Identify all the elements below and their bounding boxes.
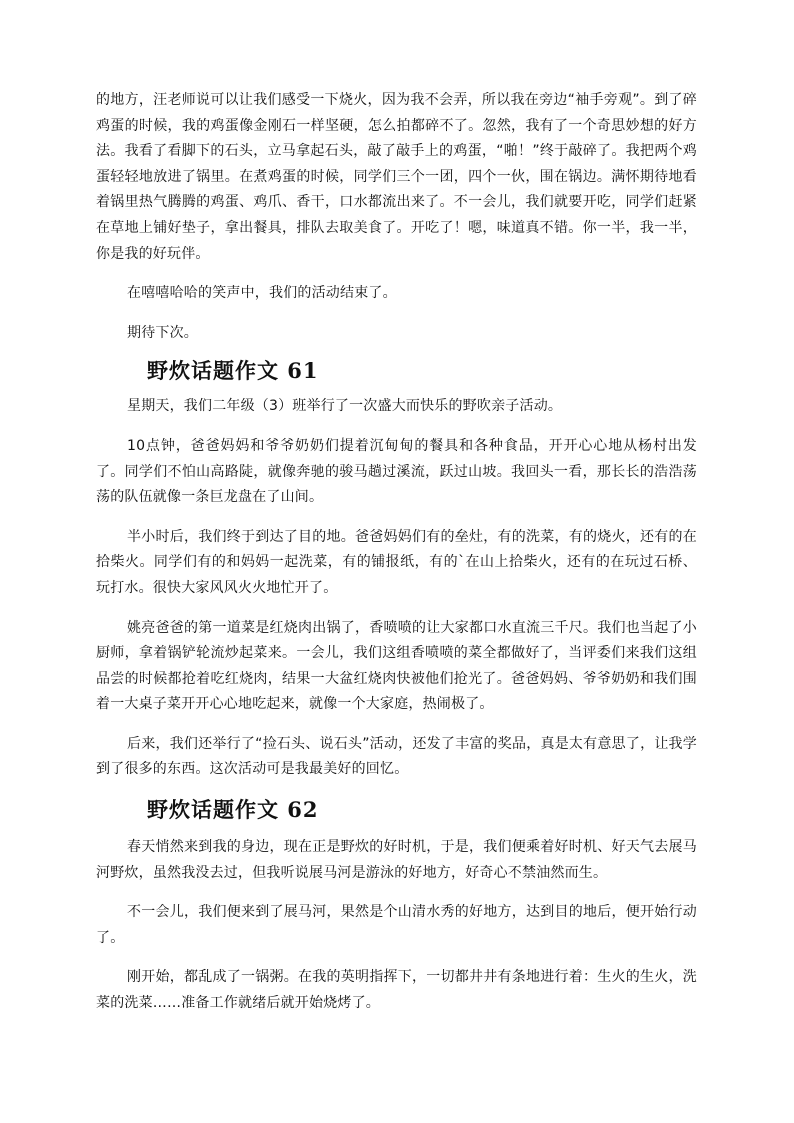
paragraph-61-3: 半小时后，我们终于到达了目的地。爸爸妈妈们有的垒灶，有的洗菜，有的烧火，还有的在拾柴火。同学们有的和妈妈一起洗菜，有的铺报纸，有的`在山上拾柴火，还有的在玩过石桥、玩打水。很快大家风风火火地忙开了。 <box>96 528 697 596</box>
paragraph-61-1: 星期天，我们二年级（3）班举行了一次盛大而快乐的野吹亲子活动。 <box>127 398 563 415</box>
paragraph-62-1: 春天悄然来到我的身边，现在正是野炊的好时机，于是，我们便乘着好时机、好天气去展马河野炊，虽然我没去过，但我听说展马河是游泳的好地方，好奇心不禁油然而生。 <box>96 839 697 881</box>
section-title-61: 野炊话题作文 61 <box>147 358 319 384</box>
paragraph-intro-continuation: 的地方，汪老师说可以让我们感受一下烧火，因为我不会弄，所以我在旁边“袖手旁观”。到了碎鸡蛋的时候，我的鸡蛋像金刚石一样坚硬，怎么拍都碎不了。忽然，我有了一个奇思妙想的好方法。我看了看脚下的石头，立马拿起石头，敲了敲手上的鸡蛋，“啪！”终于敲碎了。我把两个鸡蛋轻轻地放进了锅里。在煮鸡蛋的时候，同学们三个一团，四个一伙，围在锅边。满怀期待地看着锅里热气腾腾的鸡蛋、鸡爪、香干，口水都流出来了。不一会儿，我们就要开吃，同学们赶紧在草地上铺好垫子，拿出餐具，排队去取美食了。开吃了！嗯，味道真不错。你一半，我一半，你是我的好玩伴。 <box>96 92 697 262</box>
paragraph-61-2: 10点钟，爸爸妈妈和爷爷奶奶们提着沉甸甸的餐具和各种食品，开开心心地从杨村出发了。同学们不怕山高路陡，就像奔驰的骏马趟过溪流，跃过山坡。我回头一看，那长长的浩浩荡荡的队伍就像一条巨龙盘在了山间。 <box>96 437 697 506</box>
section-title-62: 野炊话题作文 62 <box>147 797 319 823</box>
paragraph-62-2: 不一会儿，我们便来到了展马河，果然是个山清水秀的好地方，达到目的地后，便开始行动了。 <box>96 904 697 946</box>
paragraph-look-forward: 期待下次。 <box>127 324 198 341</box>
paragraph-activity-ended: 在嘻嘻哈哈的笑声中，我们的活动结束了。 <box>127 285 397 302</box>
paragraph-61-4: 姚亮爸爸的第一道菜是红烧肉出锅了，香喷喷的让大家都口水直流三千尺。我们也当起了小厨师，拿着锅铲轮流炒起菜来。一会儿，我们这组香喷喷的菜全都做好了，当评委们来我们这组品尝的时候都抢着吃红烧肉，结果一大盆红烧肉快被他们抢光了。爸爸妈妈、爷爷奶奶和我们围着一大桌子菜开开心心地吃起来，就像一个大家庭，热闹极了。 <box>96 619 697 713</box>
paragraph-62-3: 刚开始，都乱成了一锅粥。在我的英明指挥下，一切都井井有条地进行着：生火的生火，洗菜的洗菜……准备工作就绪后就开始烧烤了。 <box>96 969 697 1012</box>
paragraph-61-5: 后来，我们还举行了“捡石头、说石头”活动，还发了丰富的奖品，真是太有意思了，让我学到了很多的东西。这次活动可是我最美好的回忆。 <box>96 735 697 778</box>
document-page <box>96 88 697 1017</box>
